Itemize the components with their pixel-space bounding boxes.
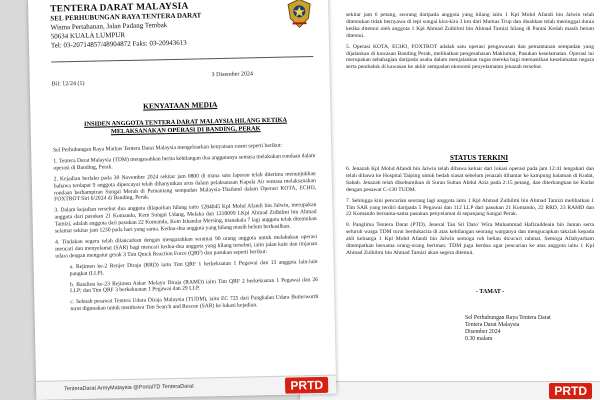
reference-number: Bil: 12/24 (1) bbox=[51, 80, 85, 88]
prtd-logo: PRTD bbox=[285, 377, 328, 394]
press-release-page-1 bbox=[28, 0, 336, 400]
press-release-page-2 bbox=[300, 0, 600, 400]
paragraph-6: 6. Jenazah Kpl Mohd Afandi bin Jalwin telah dibawa keluar dari lokasi operasi pada jam 12:41 tengahari dan telah dibawa ke Hospital Taiping untuk bedah siasat sebelum jenazah dihantar ke kampung halaman di Kudat, Sabah. Jenazah telah dikebumikan di Surau Sultan Abdul Aziz pada 2:15 petang, dan diterbangkan ke Kudat dengan pesawat C-130 TUDM. bbox=[346, 166, 594, 193]
paragraph-1: 1. Tentera Darat Malaysia (TDM) mengesahkan berita kehilangan dua anggotanya semasa melakukan rondaan dalam operasi di Banding, Perak. bbox=[53, 152, 316, 172]
signature-block bbox=[465, 315, 551, 343]
organisation-name: TENTERA DARAT MALAYSIA bbox=[50, 1, 189, 15]
intro-paragraph: Sel Perhubungan Raya Markas Tentera Darat Malaysia mengeluarkan kenyataan rasmi seperti berikut: bbox=[53, 142, 283, 154]
army-crest-icon bbox=[286, 0, 313, 29]
social-handles: TenteraDarat ArmyMalaysia @PortalTD TenteraDarat bbox=[64, 383, 194, 393]
signature-line-1: Sel Perhubungan Raya Tentera Darat bbox=[465, 315, 551, 321]
signature-line-2: Tentera Darat Malaysia bbox=[465, 322, 520, 328]
paragraph-5: 5. Operasi KOTA, ECHO, FOXTROT adalah satu operasi pengawasan dan pemantauan sempadan yang dijalankan di kawasan Banding Perak, melibatkan pengesahasan Maklumat, Pasukan keselamatan. Operasi ini merupakan sebahagian daripada usaha dalam menjalankan tugas mereka bagi memastikan keselamatan negara serta penduduk di kawasan ke akhir sempadan ekonomi penyelamatan jenazah tersebut. bbox=[346, 43, 594, 71]
paragraph-3: 3. Dalam kejadian tersebut dua anggota dilaporkan hilang iaitu 1284045 Kpl Mohd Afandi bin Jalwin, merupakan anggota dari pasukan 21 Komando, Kem Sungai Udang, Melaka dan 1218099 LKpl Ahmad Zulhilmi bin Ahmad Tamizi, adalah anggota dari pasukan 22 Komando, Kem Iskandar Mersing, manakala 7 lagi anggota telah ditemukan selamat sekitar jam 1230 pada hari yang sama. Kedua-dua anggota yang hilang masih belum berhasilkan. bbox=[54, 202, 317, 235]
document-title: KENYATAAN MEDIA bbox=[143, 100, 218, 111]
paragraph-2: 2. Kejadian berlaku pada 30 November 2024 sekitar jam 0800 di mana satu laporan telah diterima menunjukkan bahawa terdapat 9 anggota dipercayai telah dihanyutkan arus dalam pelaksanaan Kapala Air semasa melaksanakan rondaan berhampiran Sungai Merah di Pemantang sempadan Malaysia-Thailand dalam Operasi KOTA, ECHO, FOXTROT Siri 6/2024 di Banding, Perak. bbox=[53, 170, 317, 203]
letterhead bbox=[50, 1, 281, 51]
signature-line-3: Disember 2024 bbox=[465, 329, 501, 335]
paragraph-4c: c. Sebuah pesawat Tentera Udara Diraja Malaysia (TUDM), iaitu EC 725 dari Pangkalan Udara Butterworth turut digunakan untuk membawa Tim Search and Rescue (SAR) ke lokasi kejadian. bbox=[70, 294, 319, 313]
status-heading: STATUS TERKINI bbox=[450, 154, 509, 162]
page2-mid-text bbox=[346, 166, 594, 261]
page2-top-text bbox=[346, 12, 594, 75]
paragraph-4a: a. Rejimen ke-2 Renjer Diraja (RRD) iaitu Tim QRF 1 berkekuatan 1 Pegawai dan 13 anggota lain-lain pangkat (LLP). bbox=[69, 258, 318, 277]
address-line-2: 50634 KUALA LUMPUR bbox=[50, 30, 126, 41]
contact-line: Tel: 03-20714857/48904872 Faks: 03-20943613 bbox=[50, 38, 187, 50]
page2-footer bbox=[300, 381, 600, 400]
paragraph-8: 8. Panglima Tentera Darat (PTD), Jeneral Tan Sri Dato' Wira Muhammad Hafizuddeain bin Jantan serta seluruh warga TDM turut berdukacita di atas kehilangan seorang warganya dan mengucapkan takziah kepada ahli keluarga 1 Kpl Mohd Afandi bin Jalwin semoga roh beliau dicucuri rahmat. Semoga Allahyarham ditempatkan bersama orang-orang beriman. TDM juga berdoa agar pencarian ke atas anggota iaitu 1 Kpl Ahmad Zulhilmi bin Ahmad Tamizi akan segera ditemui. bbox=[346, 222, 594, 256]
end-mark: - TAMAT - bbox=[476, 289, 505, 295]
release-date: 3 Disember 2024 bbox=[211, 71, 253, 79]
unit-name: SEL PERHUBUNGAN RAYA TENTERA DARAT bbox=[50, 11, 202, 23]
page-footer bbox=[36, 375, 336, 400]
paragraph-4-cont: sekitar jam 6 petang, seorang daripada anggota yang hilang iaitu 1 Kpl Mohd Afandi bin Jalwin telah ditemukan tidak bernyawa di tepi sungai kira-kira 3 km dari Markas Trup dan disahkan telah meninggal dunia ketika ditemui oleh anggota 1 Kpl Ahmad Zulhilmi bin Ahmad Tamizi hilang di Pantai Kedah masih belum ditemui. bbox=[346, 12, 594, 39]
document-subtitle: INSIDEN ANGGOTA TENTERA DARAT MALAYSIA HILANG KETIKA MELAKSANAKAN OPERASI DI BANDING, PERAK bbox=[84, 116, 288, 136]
paragraph-7: 7. Sehingga kini pencarian seorang lagi anggota iaitu 1 Kpl Ahmad Zulhilmi bin Ahmad Tamizi melibatkan 1 Tim SAR yang terdiri daripada 5 Pegawai dan 112 LLP dari pasukan 21 Komando, 22 RRD, 23 RAMD dan 22 Komando bersama-sama pasukan penyelamat di sepanjang Sungai Perak. bbox=[346, 197, 594, 218]
signature-line-4: 0.30 malam bbox=[465, 336, 493, 342]
paragraph-4b: b. Batalion ke-23 Rejimen Askar Melayu Diraja (RAMD) iaitu Tim QRF 2 berkekuatan 1 Pegawai dan 26 LLP; dan Tim QRF 3 berkekuatan 1 Pegawai dan 29 LLP. bbox=[69, 276, 318, 295]
body-text bbox=[53, 142, 319, 318]
address-line-1: Wisma Pertahanan, Jalan Padang Tembak bbox=[50, 21, 168, 32]
header-divider bbox=[51, 56, 313, 62]
paragraph-4: 4. Tindakan segera telah dilancarkan dengan mengarahkan seramai 90 orang anggota untuk melakukan operasi mencari dan menyelamat (SAR) bagi mencari kedua-dua anggota yang hilang tersebut, iaitu jalan kaki dan tinjauan udara dengan mengatur gerak 3 Tim Quick Reaction Force (QRF) dan pasukan seperti berikut: bbox=[55, 233, 318, 260]
prtd-logo-page2: PRTD bbox=[549, 383, 592, 399]
